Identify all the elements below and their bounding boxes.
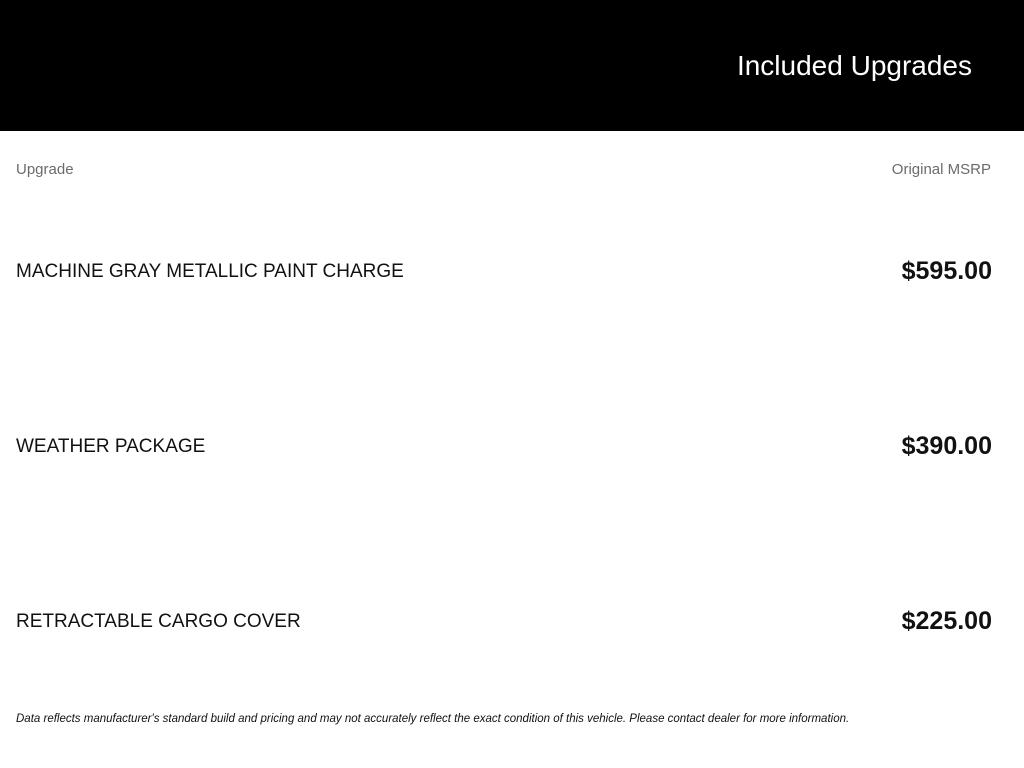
upgrade-name: RETRACTABLE CARGO COVER [16, 611, 301, 632]
upgrade-name: MACHINE GRAY METALLIC PAINT CHARGE [16, 261, 404, 282]
column-header-upgrade: Upgrade [16, 161, 74, 178]
upgrade-row [0, 252, 1024, 292]
upgrade-price: $390.00 [901, 432, 992, 460]
column-header-original-msrp: Original MSRP [891, 161, 991, 178]
upgrade-price: $595.00 [901, 257, 992, 285]
upgrade-price: $225.00 [901, 607, 992, 635]
upgrade-name: WEATHER PACKAGE [16, 436, 206, 457]
upgrade-row [0, 427, 1024, 467]
disclaimer-text: Data reflects manufacturer's standard build and pricing and may not accurately reflect the exact condition of this vehicle. Please contact dealer for more information. [16, 713, 850, 725]
page-title: Included Upgrades [736, 50, 972, 81]
upgrade-row [0, 602, 1024, 642]
header-bar [0, 0, 1024, 131]
